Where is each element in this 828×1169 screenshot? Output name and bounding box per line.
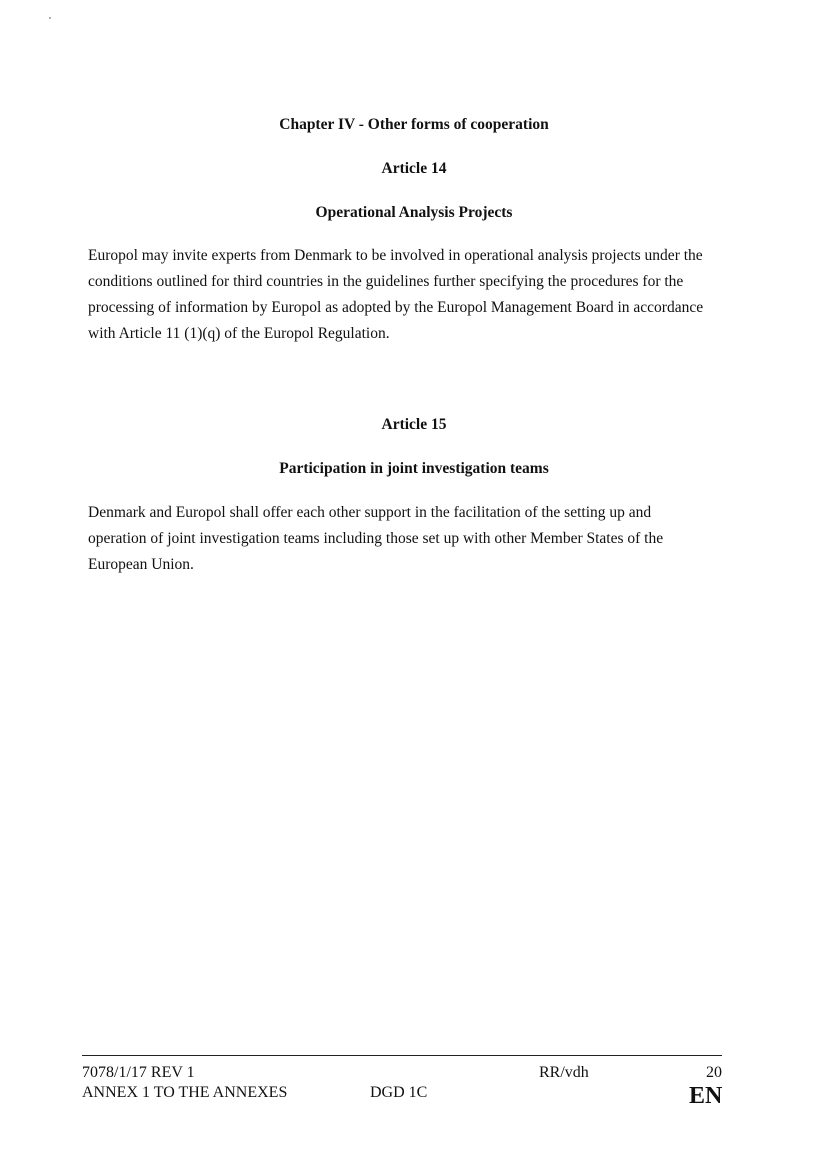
- article-15-line: European Union.: [88, 556, 194, 573]
- footer-dept: DGD 1C: [370, 1084, 428, 1101]
- article-14-number: Article 14: [381, 160, 447, 177]
- article-14-line: conditions outlined for third countries in the guidelines further specifying the procedures for the: [88, 273, 684, 290]
- footer-initials: RR/vdh: [539, 1064, 589, 1081]
- footer-divider: [82, 1055, 722, 1056]
- footer-doc-ref: 7078/1/17 REV 1: [82, 1064, 195, 1081]
- article-14-title: Operational Analysis Projects: [315, 204, 513, 221]
- article-15-body: [88, 500, 738, 578]
- article-15-line: operation of joint investigation teams including those set up with other Member States of the: [88, 530, 664, 547]
- article-15-line: Denmark and Europol shall offer each other support in the facilitation of the setting up and: [88, 504, 652, 521]
- article-14-line: processing of information by Europol as adopted by the Europol Management Board in accordance: [88, 299, 704, 316]
- footer-page-number: 20: [706, 1064, 722, 1081]
- scan-speck: [49, 17, 51, 19]
- article-14-body: [88, 243, 738, 347]
- article-14-line: Europol may invite experts from Denmark to be involved in operational analysis projects under the: [88, 247, 703, 264]
- chapter-title: Chapter IV - Other forms of cooperation: [279, 116, 549, 133]
- footer-language: EN: [689, 1083, 723, 1109]
- article-15-title: Participation in joint investigation teams: [279, 460, 549, 477]
- article-15-number: Article 15: [381, 416, 447, 433]
- article-14-line: with Article 11 (1)(q) of the Europol Regulation.: [88, 325, 390, 342]
- footer-annex: ANNEX 1 TO THE ANNEXES: [82, 1084, 288, 1101]
